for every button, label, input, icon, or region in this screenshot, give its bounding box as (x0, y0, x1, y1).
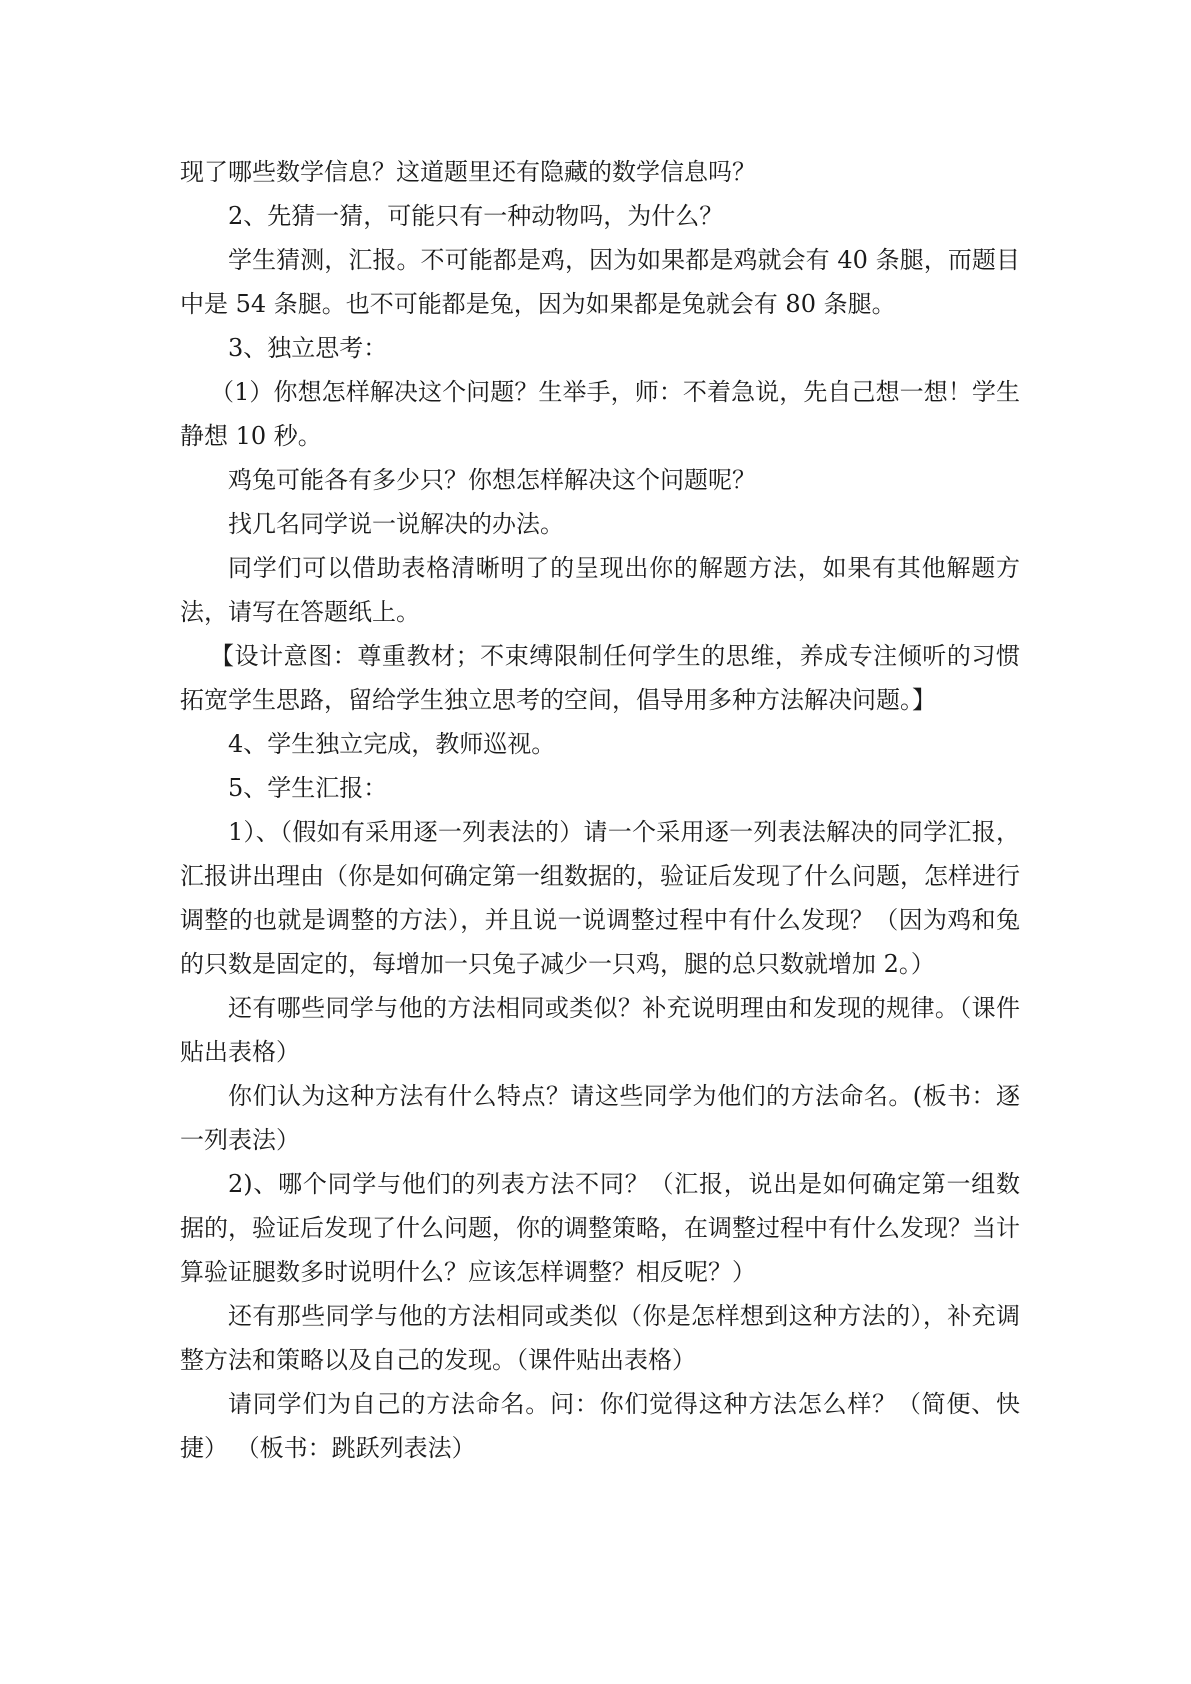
paragraph-report-2: 2)、哪个同学与他们的列表方法不同？（汇报，说出是如何确定第一组数据的，验证后发现了什么问题，你的调整策略，在调整过程中有什么发现？当计算验证腿数多时说明什么？应该怎样调整？相反呢？） (180, 1170, 1020, 1286)
paragraph-similar-methods: 还有哪些同学与他的方法相同或类似？补充说明理由和发现的规律。（课件贴出表格） (180, 994, 1020, 1066)
paragraph-step-4: 4、学生独立完成，教师巡视。 (228, 730, 556, 758)
paragraph-report-1: 1）、（假如有采用逐一列表法的）请一个采用逐一列表法解决的同学汇报，汇报讲出理由（你是如何确定第一组数据的，验证后发现了什么问题，怎样进行调整的也就是调整的方法），并且说一说调整过程中有什么发现？（因为鸡和兔的只数是固定的，每增加一只兔子减少一只鸡，腿的总只数就增加 2。） (180, 818, 1020, 978)
paragraph-design-intent: 【设计意图：尊重教材；不束缚限制任何学生的思维，养成专注倾听的习惯拓宽学生思路，留给学生独立思考的空间，倡导用多种方法解决问题。】 (180, 642, 1020, 714)
paragraph-step-5: 5、学生汇报： (228, 774, 388, 802)
paragraph-name-method-1: 你们认为这种方法有什么特点？请这些同学为他们的方法命名。(板书：逐一列表法） (180, 1082, 1020, 1154)
paragraph-use-table: 同学们可以借助表格清晰明了的呈现出你的解题方法，如果有其他解题方法，请写在答题纸上。 (180, 554, 1020, 626)
paragraph-name-method-2: 请同学们为自己的方法命名。问：你们觉得这种方法怎么样？（简便、快捷） （板书：跳跃列表法） (180, 1390, 1020, 1462)
paragraph-step-2: 2、先猜一猜，可能只有一种动物吗，为什么？ (228, 202, 724, 230)
paragraph-find-students: 找几名同学说一说解决的办法。 (228, 510, 564, 538)
paragraph-continuation: 现了哪些数学信息？这道题里还有隐藏的数学信息吗？ (180, 158, 756, 186)
document-body (180, 150, 1020, 1470)
paragraph-chicken-rabbit-question: 鸡兔可能各有多少只？你想怎样解决这个问题呢？ (228, 466, 756, 494)
paragraph-question-1: （1）你想怎样解决这个问题？生举手，师：不着急说，先自己想一想！学生静想 10 秒。 (180, 378, 1020, 450)
paragraph-supplement: 还有那些同学与他的方法相同或类似（你是怎样想到这种方法的），补充调整方法和策略以及自己的发现。（课件贴出表格） (180, 1302, 1020, 1374)
paragraph-step-3: 3、独立思考： (228, 334, 388, 362)
paragraph-student-guess: 学生猜测，汇报。不可能都是鸡，因为如果都是鸡就会有 40 条腿，而题目中是 54 条腿。也不可能都是兔，因为如果都是兔就会有 80 条腿。 (180, 246, 1020, 318)
